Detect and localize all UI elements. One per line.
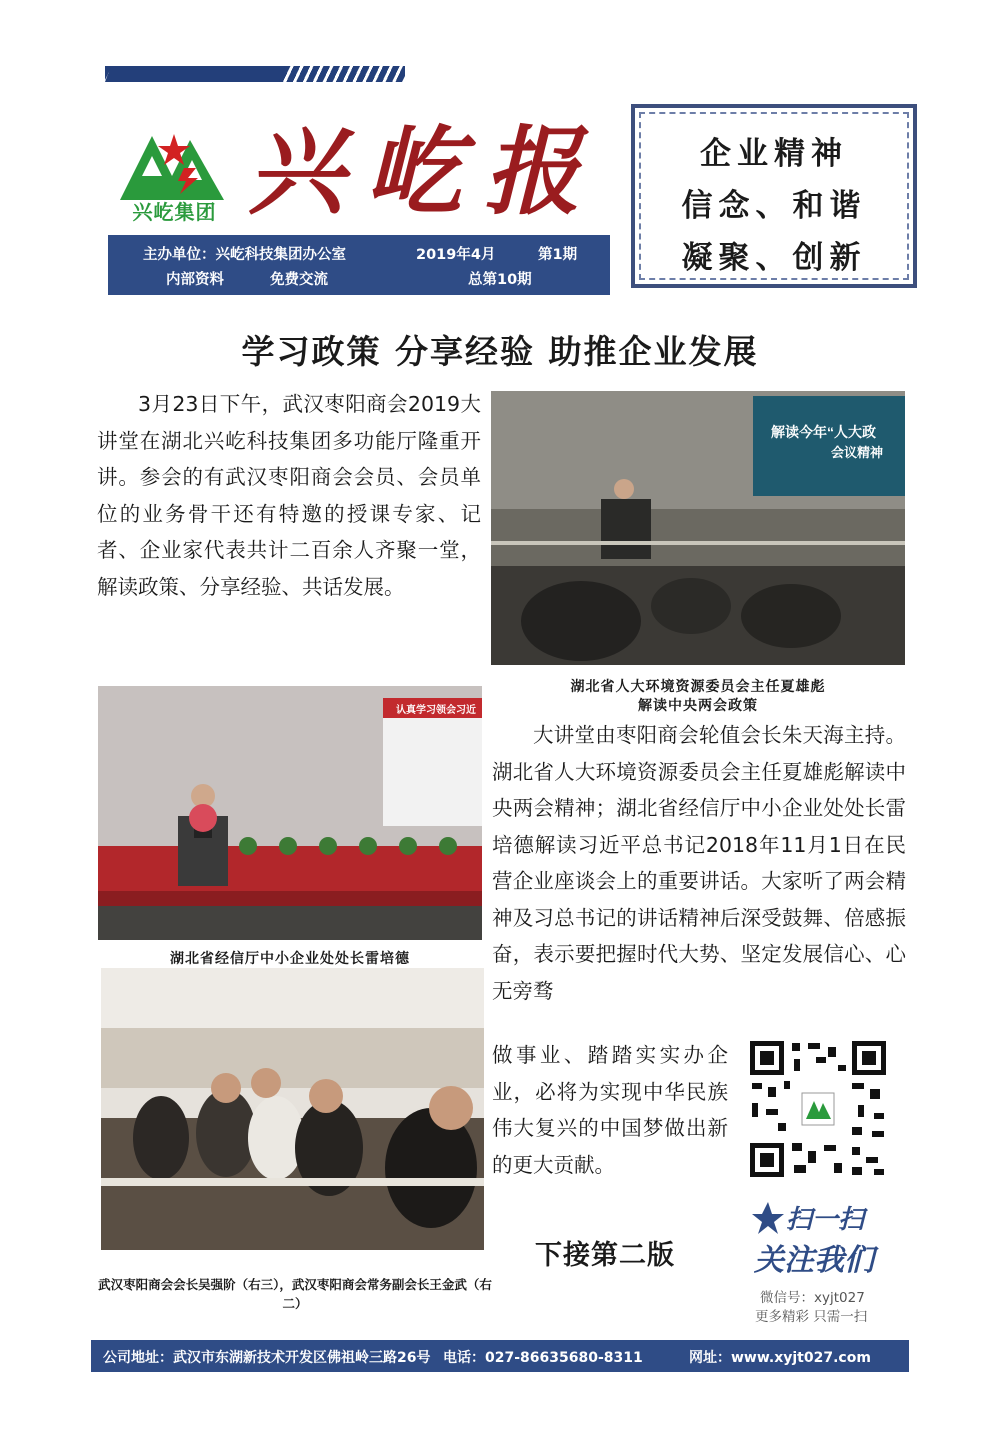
footer-bar	[91, 1340, 909, 1372]
footer-phone: 电话：027-86635680-8311	[443, 1350, 643, 1366]
issue-number: 第1期	[538, 247, 578, 263]
photo-speaker-lecture	[491, 391, 905, 665]
photo-2-illustration	[98, 686, 482, 940]
caption-1-line-1: 湖北省人大环境资源委员会主任夏雄彪	[570, 679, 826, 695]
photo-3-illustration	[101, 968, 484, 1250]
footer-website[interactable]: 网址：www.xyjt027.com	[689, 1350, 871, 1366]
continue-page-2-label: 下接第二版	[535, 1240, 675, 1271]
article-headline: 学习政策 分享经验 助推企业发展	[241, 332, 759, 371]
scan-follow-badge-icon	[752, 1198, 882, 1284]
logo-text: 兴屹集团	[132, 200, 217, 224]
photo-audience-rows	[101, 968, 484, 1250]
caption-2-line-1: 湖北省经信厅中小企业处处长雷培德	[170, 951, 410, 967]
photo2-screen-text: 认真学习领会习近	[396, 705, 476, 716]
footer-address: 公司地址：武汉市东湖新技术开发区佛祖岭三路26号	[103, 1350, 431, 1366]
motto-line-3: 凝聚、创新	[681, 240, 867, 276]
free-label: 免费交流	[270, 272, 328, 288]
photo1-screen-text2: 会议精神	[831, 445, 884, 460]
publication-info-box	[108, 235, 610, 295]
caption-1-line-2: 解读中央两会政策	[638, 698, 758, 714]
photo-1-illustration	[491, 391, 905, 665]
photo-speaker-podium	[98, 686, 482, 940]
motto-line-2: 信念、和谐	[681, 188, 867, 224]
scan-more-text: 更多精彩 只需一扫	[755, 1309, 868, 1325]
article-paragraph-2: 大讲堂由枣阳商会轮值会长朱天海主持。湖北省人大环境资源委员会主任夏雄彪解读中央两会精神；湖北省经信厅中小企业处处长雷培德解读习近平总书记2018年11月1日在民营企业座谈会上的重要讲话。大家听了两会精神及习总书记的讲话精神后深受鼓舞、倍感振奋，表示要把握时代大势、坚定发展信心、心无旁骛	[492, 723, 906, 1003]
article-paragraph-2-continued: 做事业、踏踏实实办企业，必将为实现中华民族伟大复兴的中国梦做出新的更大贡献。	[492, 1043, 728, 1177]
corporate-spirit-box	[631, 104, 917, 288]
sponsor-text: 主办单位：兴屹科技集团办公室	[143, 247, 346, 263]
internal-label: 内部资料	[166, 272, 224, 288]
scan-line-1: 扫一扫	[786, 1204, 865, 1234]
wechat-id: 微信号：xyjt027	[760, 1290, 865, 1306]
total-issue: 总第10期	[468, 272, 532, 288]
issue-date: 2019年4月	[416, 247, 496, 263]
motto-line-1: 企业精神	[700, 136, 848, 172]
photo-1-caption	[491, 678, 905, 716]
qr-code-icon[interactable]	[748, 1039, 888, 1179]
article-paragraph-1: 3月23日下午，武汉枣阳商会2019大讲堂在湖北兴屹科技集团多功能厅隆重开讲。参会的有武汉枣阳商会会员、会员单位的业务骨干还有特邀的授课专家、记者、企业家代表共计二百余人齐聚一堂，解读政策、分享经验、共话发展。	[97, 392, 481, 599]
photo-3-caption: 武汉枣阳商会会长吴强阶（右三），武汉枣阳商会常务副会长王金武（右二）	[98, 1277, 492, 1311]
scan-line-2: 关注我们	[754, 1244, 874, 1277]
masthead-title: 兴屹报	[248, 115, 602, 228]
top-stripe-solid	[105, 66, 285, 82]
photo1-screen-text: 解读今年“人大政	[771, 424, 876, 440]
